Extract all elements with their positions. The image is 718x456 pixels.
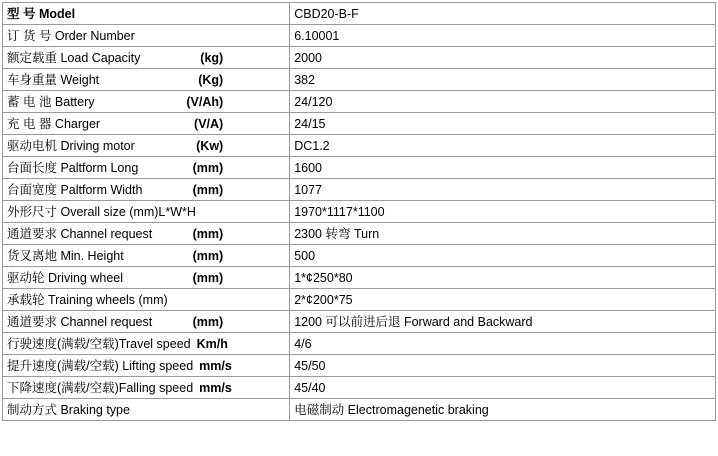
parameter-value-cell: [290, 25, 716, 47]
parameter-label-cell: [3, 157, 290, 179]
table-row: [3, 245, 716, 267]
parameter-name: 订 货 号 Order Number: [7, 28, 135, 43]
parameter-label-cell: [3, 69, 290, 91]
parameter-name: 额定载重 Load Capacity: [7, 50, 141, 65]
parameter-value-cell: [290, 289, 716, 311]
table-row: [3, 113, 716, 135]
parameter-value: DC1.2: [294, 138, 330, 153]
parameter-value-cell: [290, 201, 716, 223]
parameter-name: 货叉离地 Min. Height: [7, 248, 124, 263]
parameter-name: 外形尺寸 Overall size (mm)L*W*H: [7, 204, 196, 219]
parameter-unit: (V/Ah): [186, 94, 224, 109]
table-row: [3, 201, 716, 223]
table-row: [3, 223, 716, 245]
table-row: [3, 69, 716, 91]
parameter-value: 382: [294, 72, 316, 87]
table-row: [3, 377, 716, 399]
parameter-name: 台面宽度 Paltform Width: [7, 182, 143, 197]
parameter-unit: (mm): [192, 182, 224, 197]
parameter-name: 通道要求 Channel request: [7, 226, 153, 241]
parameter-name: 车身重量 Weight: [7, 72, 100, 87]
parameter-value: 500: [294, 248, 316, 263]
table-row: [3, 267, 716, 289]
parameter-name: 提升速度(满载/空载) Lifting speed: [7, 358, 194, 373]
parameter-value: 2*¢200*75: [294, 292, 353, 307]
parameter-name: 下降速度(满载/空载)Falling speed: [7, 380, 194, 395]
table-row: [3, 289, 716, 311]
table-row: [3, 91, 716, 113]
parameter-label-cell: [3, 179, 290, 201]
parameter-unit: (Kw): [196, 138, 224, 153]
parameter-label-cell: [3, 333, 290, 355]
parameter-name: 行驶速度(满载/空载)Travel speed: [7, 336, 191, 351]
parameter-unit: (mm): [192, 270, 224, 285]
parameter-value: 4/6: [294, 336, 312, 351]
parameter-unit: (kg): [200, 50, 224, 65]
parameter-value-cell: [290, 399, 716, 421]
parameter-name: 承载轮 Training wheels (mm): [7, 292, 168, 307]
parameter-label-cell: [3, 355, 290, 377]
parameter-value: 24/15: [294, 116, 326, 131]
parameter-label-cell: [3, 267, 290, 289]
table-row: [3, 47, 716, 69]
parameter-name: 驱动电机 Driving motor: [7, 138, 135, 153]
parameter-label-cell: [3, 377, 290, 399]
parameter-value: 45/50: [294, 358, 326, 373]
parameter-value: 24/120: [294, 94, 333, 109]
parameter-label-cell: [3, 91, 290, 113]
parameter-name: 蓄 电 池 Battery: [7, 94, 95, 109]
parameter-value: 1970*1117*1100: [294, 204, 385, 219]
parameter-label-cell: [3, 399, 290, 421]
parameter-value-cell: [290, 355, 716, 377]
parameter-value: 1077: [294, 182, 323, 197]
parameter-value-cell: [290, 223, 716, 245]
parameter-value: 1200 可以前进后退 Forward and Backward: [294, 314, 533, 329]
parameter-label-cell: [3, 223, 290, 245]
parameter-value-cell: [290, 47, 716, 69]
parameter-value: 6.10001: [294, 28, 340, 43]
parameter-unit: (Kg): [198, 72, 224, 87]
parameter-value: 电磁制动 Electromagenetic braking: [294, 402, 489, 417]
table-row: [3, 135, 716, 157]
parameter-name: 通道要求 Channel request: [7, 314, 153, 329]
parameter-unit: (mm): [192, 160, 224, 175]
parameter-value-cell: [290, 377, 716, 399]
parameter-name: 台面长度 Paltform Long: [7, 160, 139, 175]
parameter-value: 2300 转弯 Turn: [294, 226, 380, 241]
parameter-label-cell: [3, 135, 290, 157]
parameter-name: 充 电 器 Charger: [7, 116, 101, 131]
parameter-label-cell: [3, 245, 290, 267]
table-row: [3, 355, 716, 377]
parameter-label-cell: [3, 113, 290, 135]
parameter-label-cell: [3, 201, 290, 223]
parameter-value-cell: [290, 245, 716, 267]
parameter-value-cell: [290, 179, 716, 201]
parameter-value-cell: [290, 311, 716, 333]
parameter-value-cell: [290, 333, 716, 355]
parameter-name: 制动方式 Braking type: [7, 402, 130, 417]
parameter-label-cell: [3, 3, 290, 25]
table-row: [3, 3, 716, 25]
parameter-unit: (mm): [192, 248, 224, 263]
parameter-unit: mm/s: [199, 380, 232, 395]
parameter-label-cell: [3, 289, 290, 311]
parameter-label-cell: [3, 25, 290, 47]
parameter-label-cell: [3, 311, 290, 333]
parameter-value: 1600: [294, 160, 323, 175]
table-row: [3, 25, 716, 47]
parameter-value-cell: [290, 69, 716, 91]
parameter-value-cell: [290, 267, 716, 289]
parameter-value: 45/40: [294, 380, 326, 395]
parameter-label-cell: [3, 47, 290, 69]
table-row: [3, 311, 716, 333]
parameter-unit: (V/A): [194, 116, 224, 131]
parameter-unit: Km/h: [196, 336, 228, 351]
table-row: [3, 179, 716, 201]
parameter-unit: mm/s: [199, 358, 232, 373]
parameter-unit: (mm): [192, 314, 224, 329]
parameter-value-cell: [290, 3, 716, 25]
parameter-value-cell: [290, 91, 716, 113]
parameter-value: 2000: [294, 50, 323, 65]
parameter-value-cell: [290, 135, 716, 157]
table-row: [3, 399, 716, 421]
parameter-value: CBD20-B-F: [294, 6, 359, 21]
table-row: [3, 157, 716, 179]
parameter-name: 型 号 Model: [7, 6, 76, 21]
parameter-value: 1*¢250*80: [294, 270, 353, 285]
specification-table: [2, 2, 716, 421]
parameter-unit: (mm): [192, 226, 224, 241]
specification-table-body: [3, 3, 716, 421]
parameter-name: 驱动轮 Driving wheel: [7, 270, 124, 285]
parameter-value-cell: [290, 113, 716, 135]
table-row: [3, 333, 716, 355]
parameter-value-cell: [290, 157, 716, 179]
